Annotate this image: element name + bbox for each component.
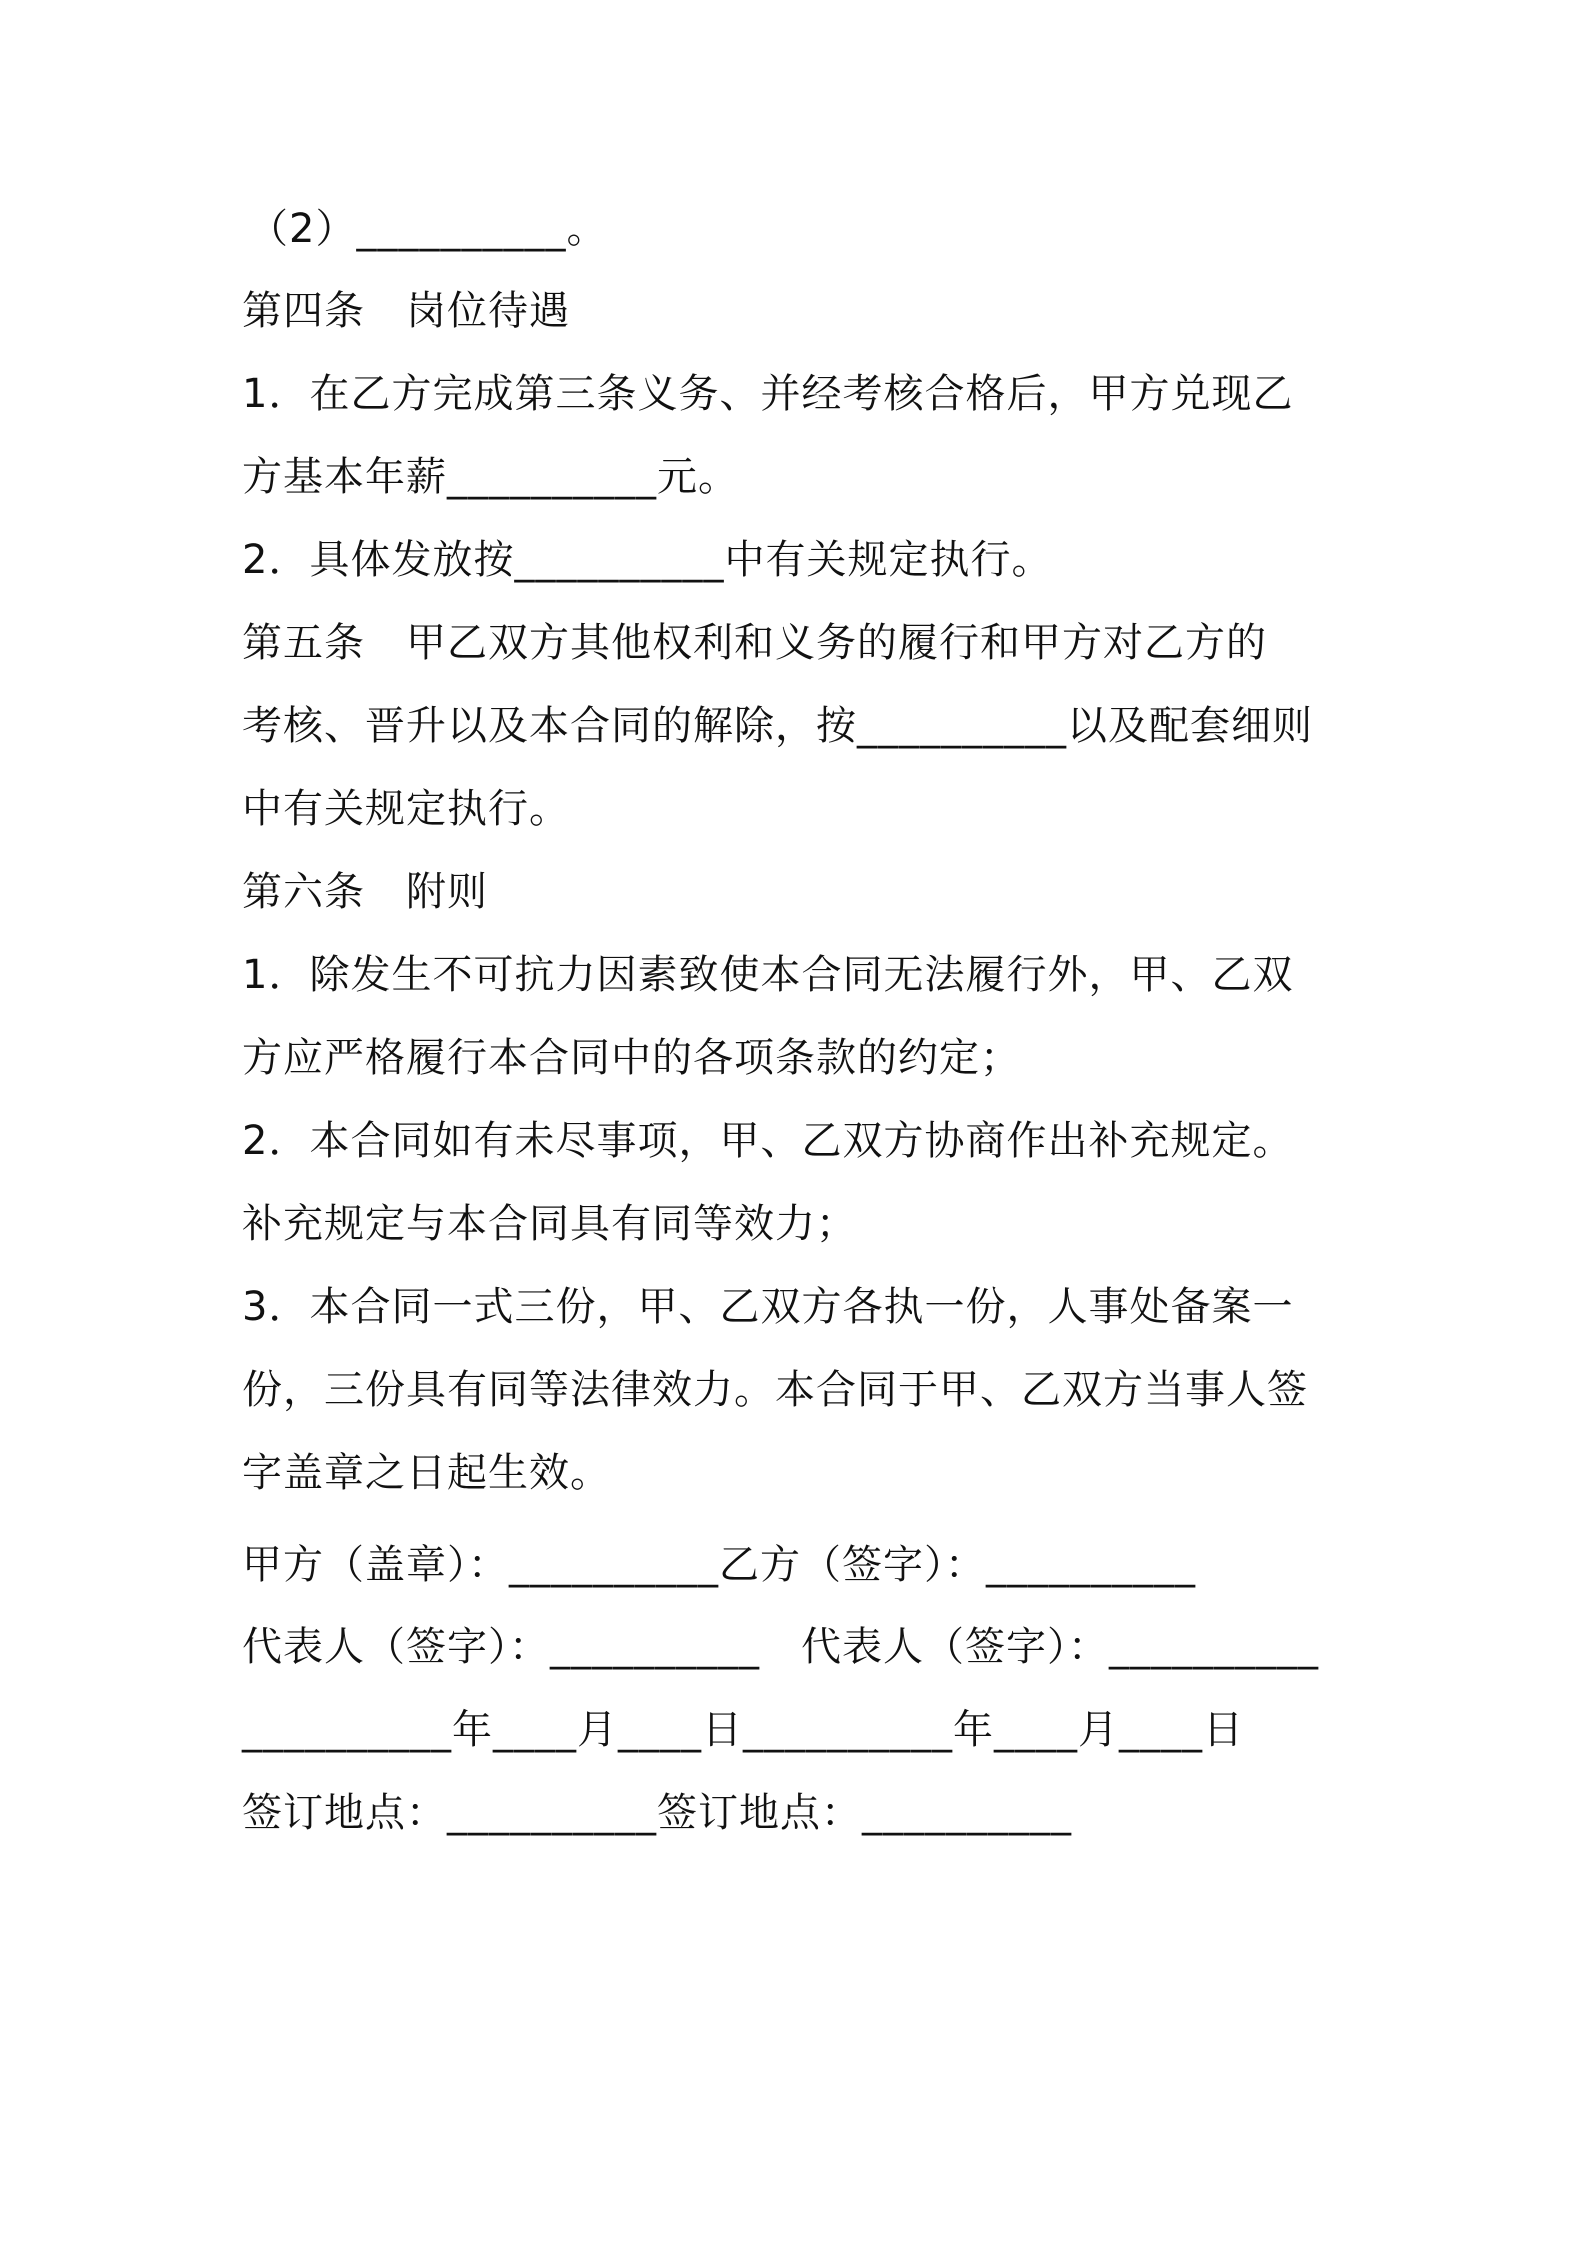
article-4-item-1-line-2: 方基本年薪__________元。	[242, 454, 739, 500]
article-5-line-2: 考核、晋升以及本合同的解除，按__________以及配套细则	[242, 703, 1313, 749]
article-5-line-1: 第五条 甲乙双方其他权利和义务的履行和甲方对乙方的	[242, 620, 1267, 666]
signing-location-line: 签订地点：__________签订地点：__________	[242, 1790, 1072, 1836]
clause-3-item-2: （2）__________。	[248, 206, 608, 252]
article-4-item-2: 2．具体发放按__________中有关规定执行。	[242, 537, 1053, 583]
signature-representative-line: 代表人（签字）：__________ 代表人（签字）：__________	[242, 1624, 1319, 1670]
article-6-item-1-line-2: 方应严格履行本合同中的各项条款的约定；	[242, 1035, 1021, 1081]
article-4-heading: 第四条 岗位待遇	[242, 288, 570, 334]
article-6-item-3-line-2: 份，三份具有同等法律效力。本合同于甲、乙双方当事人签	[242, 1367, 1308, 1413]
article-6-item-3-line-1: 3．本合同一式三份，甲、乙双方各执一份，人事处备案一	[242, 1284, 1294, 1330]
signature-party-line: 甲方（盖章）：__________乙方（签字）：__________	[242, 1542, 1196, 1588]
article-6-item-2-line-2: 补充规定与本合同具有同等效力；	[242, 1201, 857, 1247]
signature-date-line: __________年____月____日__________年____月____日	[242, 1707, 1244, 1753]
article-4-item-1-line-1: 1．在乙方完成第三条义务、并经考核合格后，甲方兑现乙	[242, 371, 1294, 417]
article-6-item-3-line-3: 字盖章之日起生效。	[242, 1450, 611, 1496]
article-6-item-2-line-1: 2．本合同如有未尽事项，甲、乙双方协商作出补充规定。	[242, 1118, 1294, 1164]
article-6-heading: 第六条 附则	[242, 869, 488, 915]
article-6-item-1-line-1: 1．除发生不可抗力因素致使本合同无法履行外，甲、乙双	[242, 952, 1294, 998]
article-5-line-3: 中有关规定执行。	[242, 786, 570, 832]
